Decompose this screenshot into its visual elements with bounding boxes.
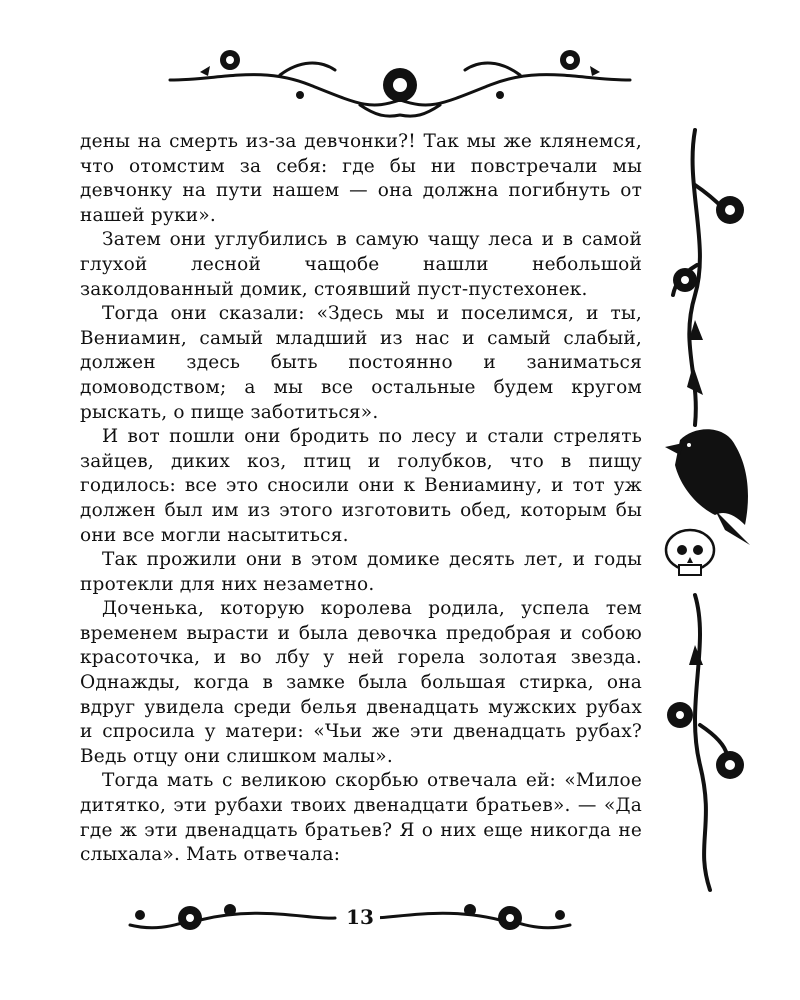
paragraph: И вот пошли они бродить по лесу и стали стрелять зайцев, диких коз, птиц и голубков, что в пищу годилось: все это сносили они к Вениамину, и тот уж должен был им из этого изготовить обед, которым бы они все могли насытиться. [80, 426, 642, 546]
raven-vine-ornament-icon [655, 125, 765, 895]
top-rose-ornament-icon [160, 40, 640, 120]
paragraph: Затем они углубились в самую чащу леса и в самой глухой лесной чащобе нашли небольшой заколдованный домик, стоявший пуст-пустехонек. [80, 229, 642, 300]
body-text [80, 130, 642, 868]
paragraph: Тогда они сказали: «Здесь мы и поселимся, и ты, Вениамин, самый младший из нас и самый слабый, должен здесь быть постоянно и заниматься домоводством; а мы все остальные будем кругом рыскать, о пище заботиться». [80, 303, 642, 423]
paragraph: Доченька, которую королева родила, успела тем временем вырасти и была девочка предобрая и собою красоточка, и во лбу у ней горела золотая звезда. Однажды, когда в замке была большая стирка, она вдруг увидела среди белья двенадцать мужских рубах и спросила у матери: «Чьи же эти двенадцать рубах? Ведь отцу они слишком малы». [80, 598, 642, 767]
page-number: 13 [340, 905, 380, 929]
paragraph: дены на смерть из-за девчонки?! Так мы же клянемся, что отомстим за себя: где бы ни повстречали мы девчонку на пути нашем — она должна погибнуть от нашей руки». [80, 131, 642, 226]
paragraph: Так прожили они в этом домике десять лет, и годы протекли для них незаметно. [80, 549, 642, 595]
paragraph: Тогда мать с великою скорбью отвечала ей: «Милое дитятко, эти рубахи твоих двенадцати братьев». — «Да где ж эти двенадцать братьев? Я о них еще никогда не слыхала». Мать отвечала: [80, 770, 642, 866]
